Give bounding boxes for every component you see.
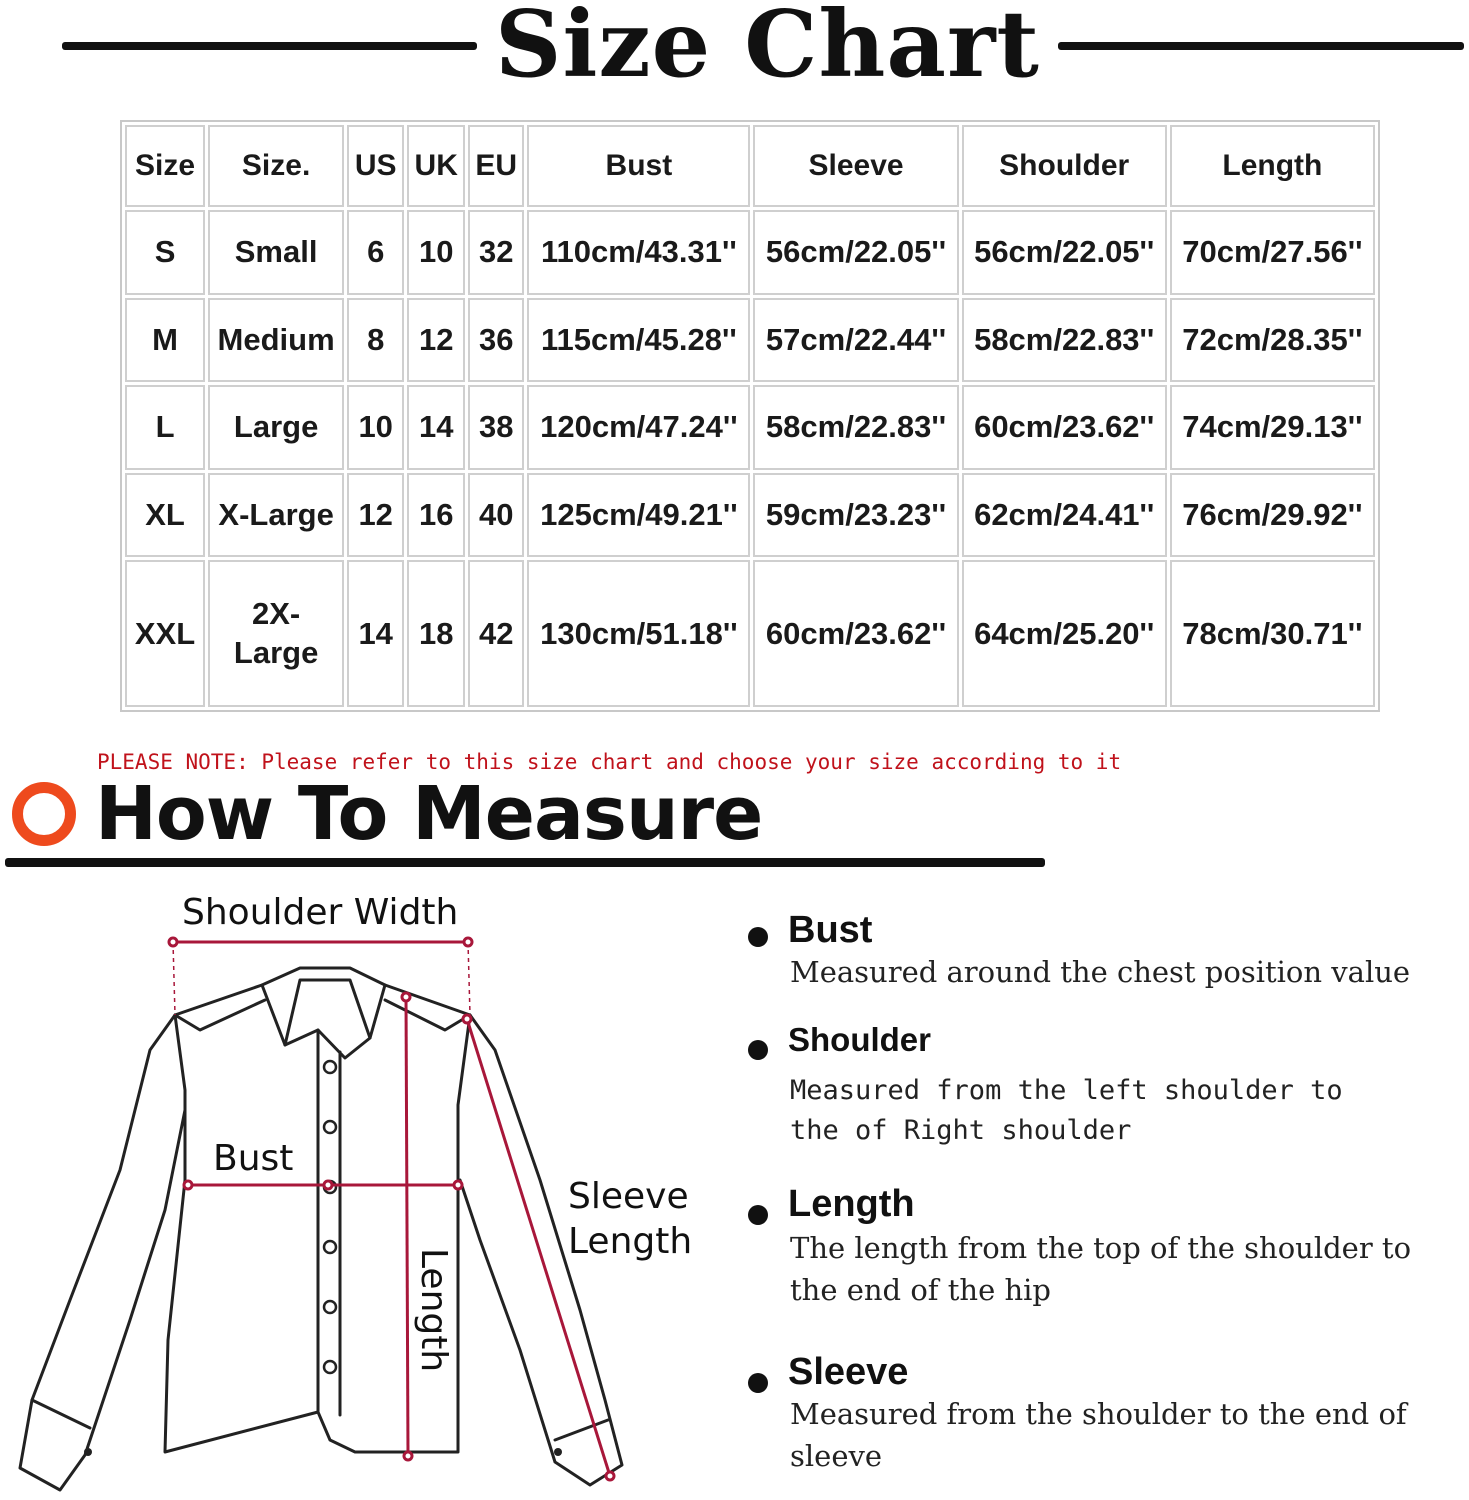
sleeve-label-line1: Sleeve (568, 1176, 689, 1217)
button-icon (324, 1121, 336, 1133)
table-row (125, 473, 1375, 558)
table-cell: 78cm/30.71'' (1170, 560, 1375, 707)
title-rule-right (1058, 42, 1464, 50)
table-cell: 56cm/22.05'' (753, 210, 958, 295)
shirt-diagram (0, 880, 720, 1500)
measure-heading-rule (5, 858, 1045, 867)
column-header: Length (1170, 125, 1375, 207)
button-icon (324, 1361, 336, 1373)
table-cell: XL (125, 473, 205, 558)
size-table (120, 120, 1380, 712)
table-cell: 72cm/28.35'' (1170, 298, 1375, 383)
table-cell: L (125, 385, 205, 470)
table-cell: 14 (407, 385, 465, 470)
page-title: Size Chart (495, 0, 1040, 98)
table-cell: 70cm/27.56'' (1170, 210, 1375, 295)
measure-point (169, 938, 177, 946)
buttons (324, 1061, 336, 1373)
button-icon (324, 1061, 336, 1073)
bullet-icon (748, 1040, 768, 1060)
table-cell: 2X- Large (208, 560, 344, 707)
measure-point (402, 993, 410, 1001)
table-cell: 125cm/49.21'' (527, 473, 750, 558)
bust-label: Bust (213, 1138, 294, 1179)
table-cell: 130cm/51.18'' (527, 560, 750, 707)
bullet-icon (748, 1373, 768, 1393)
table-header-row (125, 125, 1375, 207)
column-header: Bust (527, 125, 750, 207)
definition-term: Bust (788, 909, 873, 951)
table-cell: 120cm/47.24'' (527, 385, 750, 470)
measure-point (464, 938, 472, 946)
cuff-button-icon (554, 1448, 562, 1456)
table-cell: 76cm/29.92'' (1170, 473, 1375, 558)
table-row (125, 385, 1375, 470)
table-cell: 115cm/45.28'' (527, 298, 750, 383)
length-label: Length (413, 1248, 454, 1373)
column-header: Size (125, 125, 205, 207)
bullet-icon (748, 927, 768, 947)
column-header: UK (407, 125, 465, 207)
bullet-icon (748, 1205, 768, 1225)
column-header: US (347, 125, 404, 207)
table-cell: 38 (468, 385, 524, 470)
table-cell: S (125, 210, 205, 295)
measure-point (606, 1472, 614, 1480)
table-cell: 110cm/43.31'' (527, 210, 750, 295)
definition-term: Sleeve (788, 1351, 909, 1393)
shoulder-guide-right (468, 942, 470, 1015)
table-cell: 10 (347, 385, 404, 470)
table-cell: X-Large (208, 473, 344, 558)
measure-point (404, 1452, 412, 1460)
table-row (125, 210, 1375, 295)
cuff-button-icon (84, 1448, 92, 1456)
table-cell: 74cm/29.13'' (1170, 385, 1375, 470)
table-cell: 16 (407, 473, 465, 558)
shoulder-width-label: Shoulder Width (182, 892, 459, 933)
table-cell: 58cm/22.83'' (753, 385, 958, 470)
table-cell: 59cm/23.23'' (753, 473, 958, 558)
table-cell: 36 (468, 298, 524, 383)
button-icon (324, 1241, 336, 1253)
measure-point (454, 1181, 462, 1189)
table-cell: Small (208, 210, 344, 295)
table-cell: 12 (347, 473, 404, 558)
definition-term: Shoulder (788, 1021, 932, 1058)
table-cell: M (125, 298, 205, 383)
table-cell: 58cm/22.83'' (962, 298, 1167, 383)
column-header: Sleeve (753, 125, 958, 207)
table-cell: 60cm/23.62'' (753, 560, 958, 707)
measure-point (324, 1181, 332, 1189)
measure-heading (0, 770, 1060, 880)
measure-point (184, 1181, 192, 1189)
table-row (125, 560, 1375, 707)
table-cell: 40 (468, 473, 524, 558)
sleeve-label-line2: Length (568, 1221, 693, 1262)
table-cell: 10 (407, 210, 465, 295)
table-row (125, 298, 1375, 383)
measure-title: How To Measure (95, 771, 763, 857)
table-cell: 64cm/25.20'' (962, 560, 1167, 707)
button-icon (324, 1301, 336, 1313)
definition-term: Length (788, 1183, 915, 1225)
column-header: Size. (208, 125, 344, 207)
table-cell: 56cm/22.05'' (962, 210, 1167, 295)
measurement-lines (169, 938, 614, 1480)
table-cell: Medium (208, 298, 344, 383)
table-cell: 62cm/24.41'' (962, 473, 1167, 558)
table-cell: 8 (347, 298, 404, 383)
column-header: EU (468, 125, 524, 207)
title-row (0, 0, 1469, 100)
table-cell: Large (208, 385, 344, 470)
definition-desc: Measured from the shoulder to the end of sleeve (790, 1397, 1407, 1473)
size-note: PLEASE NOTE: Please refer to this size chart and choose your size according to it (97, 750, 1122, 774)
table-cell: 57cm/22.44'' (753, 298, 958, 383)
definition-desc: Measured from the left shoulder to the of Right shoulder (790, 1075, 1343, 1146)
shoulder-guide-left (173, 942, 175, 1015)
table-cell: 14 (347, 560, 404, 707)
measure-point (463, 1015, 471, 1023)
column-header: Shoulder (962, 125, 1167, 207)
table-cell: 12 (407, 298, 465, 383)
table-cell: 32 (468, 210, 524, 295)
table-cell: XXL (125, 560, 205, 707)
table-cell: 42 (468, 560, 524, 707)
table-cell: 60cm/23.62'' (962, 385, 1167, 470)
table-cell: 6 (347, 210, 404, 295)
definition-desc: The length from the top of the shoulder to the end of the hip (790, 1231, 1412, 1307)
definition-desc: Measured around the chest position value (790, 955, 1411, 989)
table-cell: 18 (407, 560, 465, 707)
title-rule-left (62, 42, 477, 50)
ring-icon (12, 782, 76, 846)
length-line (406, 997, 408, 1456)
